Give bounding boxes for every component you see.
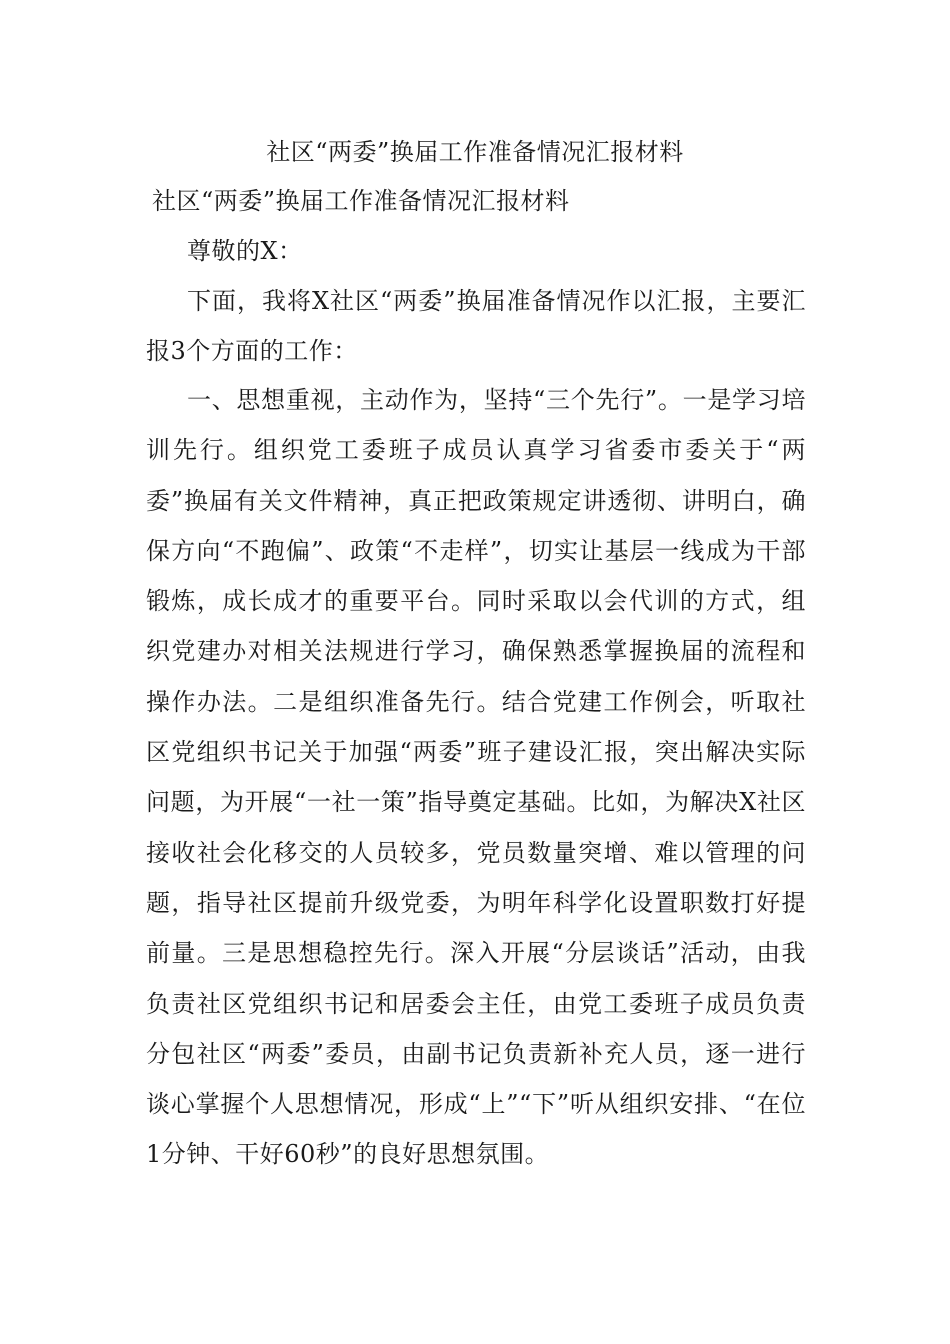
document-subtitle: 社区“两委”换届工作准备情况汇报材料	[152, 187, 570, 215]
document-title: 社区“两委”换届工作准备情况汇报材料	[266, 138, 684, 166]
paragraph-intro: 下面，我将X社区“两委”换届准备情况作以汇报，主要汇报3个方面的工作：	[146, 287, 806, 366]
salutation: 尊敬的X：	[187, 237, 303, 265]
paragraph-section-one: 一、思想重视，主动作为，坚持“三个先行”。一是学习培训先行。组织党工委班子成员认真学习省委市委关于“两委”换届有关文件精神，真正把政策规定讲透彻、讲明白，确保方向“不跑偏”、政策“不走样”，切实让基层一线成为干部锻炼，成长成才的重要平台。同时采取以会代训的方式，组织党建办对相关法规进行学习，确保熟悉掌握换届的流程和操作办法。二是组织准备先行。结合党建工作例会，听取社区党组织书记关于加强“两委”班子建设汇报，突出解决实际问题，为开展“一社一策”指导奠定基础。比如，为解决X社区接收社会化移交的人员较多，党员数量突增、难以管理的问题，指导社区提前升级党委，为明年科学化设置职数打好提前量。三是思想稳控先行。深入开展“分层谈话”活动，由我负责社区党组织书记和居委会主任，由党工委班子成员负责分包社区“两委”委员，由副书记负责新补充人员，逐一进行谈心掌握个人思想情况，形成“上”“下”听从组织安排、“在位1分钟、干好60秒”的良好思想氛围。	[146, 386, 806, 1169]
